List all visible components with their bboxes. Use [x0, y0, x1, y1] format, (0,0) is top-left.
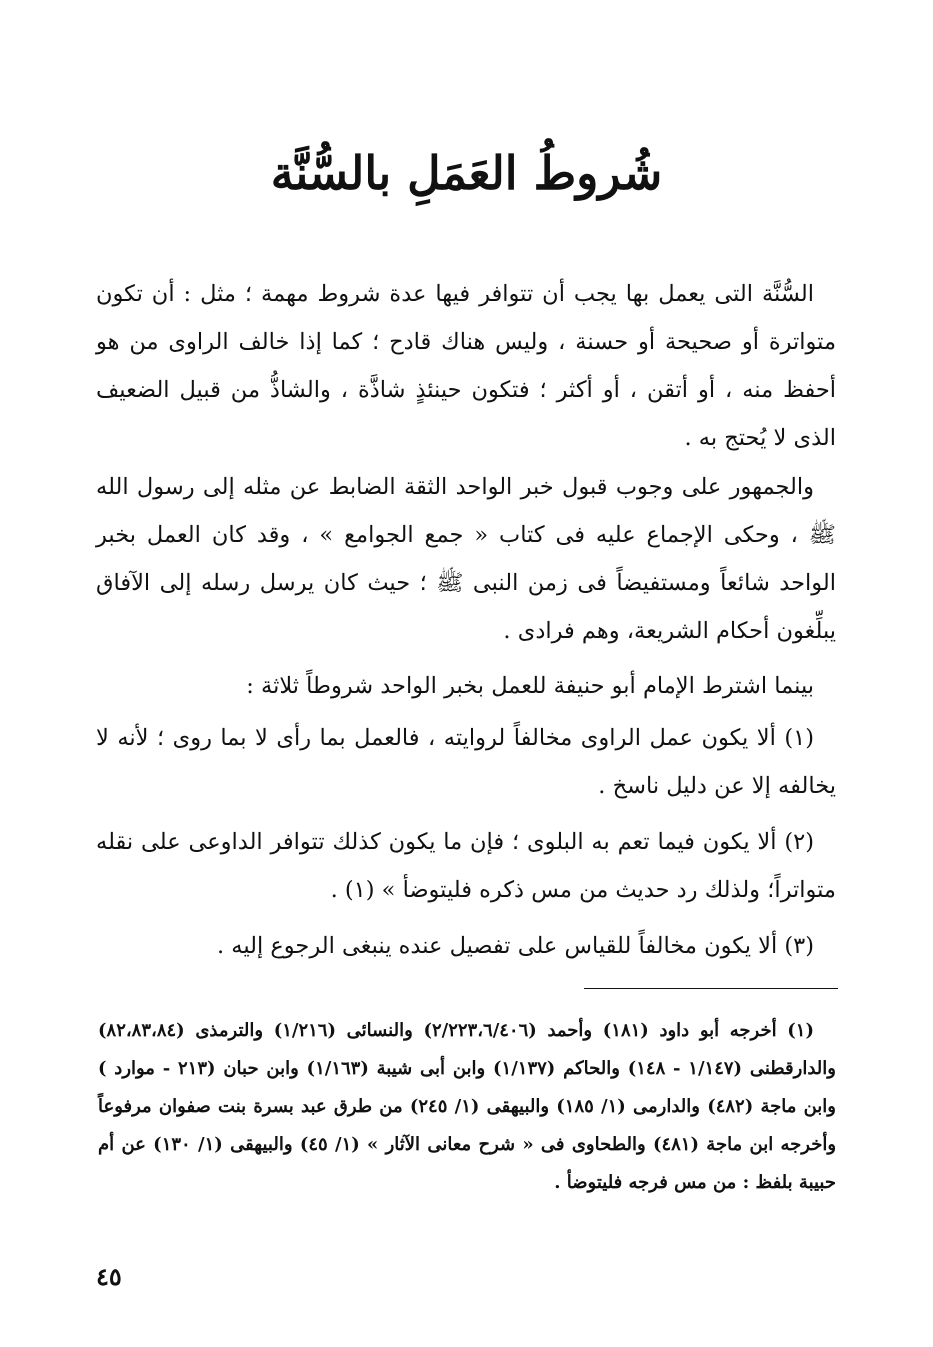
page-number: ٤٥: [96, 1262, 122, 1291]
footnote-divider: [584, 988, 838, 989]
footnote: (١) أخرجه أبو داود (١٨١) وأحمد (٢/٢٢٣،٦/٤٠٦) والنسائى (١/٢١٦) والترمذى (٨٢،٨٣،٨٤) والدارقطنى (١/١٤٧ - ١٤٨) والحاكم (١/١٣٧) وابن أبى شيبة (١/١٦٣) وابن حبان (٢١٣ - موارد ) وابن ماجة (٤٨٢) والدارمى (١/ ١٨٥) والبيهقى (١/ ٢٤٥) من طرق عبد بسرة بنت صفوان مرفوعاً وأخرجه ابن ماجة (٤٨١) والطحاوى فى « شرح معانى الآثار » (١/ ٤٥) والبيهقى (١/ ١٣٠) عن أم حبيبة بلفظ : من مس فرجه فليتوضأ .: [98, 1020, 837, 1193]
paragraph-majority-view: والجمهور على وجوب قبول خبر الواحد الثقة الضابط عن مثله إلى رسول الله ﷺ ، وحكى الإجماع عليه فى كتاب « جمع الجوامع » ، وقد كان العمل بخبر الواحد شائعاً ومستفيضاً فى زمن النبى ﷺ ؛ حيث كان يرسل رسله إلى الآفاق يبلِّغون أحكام الشريعة، وهم فرادى .: [96, 474, 836, 644]
paragraph-sunnah-conditions: السُّنَّة التى يعمل بها يجب أن تتوافر فيها عدة شروط مهمة ؛ مثل : أن تكون متواترة أو صحيحة أو حسنة ، وليس هناك قادح ؛ كما إذا خالف الراوى من هو أحفظ منه ، أو أتقن ، أو أكثر ؛ فتكون حينئذٍ شاذَّة ، والشاذُّ من قبيل الضعيف الذى لا يُحتج به .: [96, 281, 836, 451]
condition-2: (٢) ألا يكون فيما تعم به البلوى ؛ فإن ما يكون كذلك تتوافر الداوعى على نقله متواتراً؛ ولذلك رد حديث من مس ذكره فليتوضأ » (١) .: [96, 829, 836, 903]
condition-1: (١) ألا يكون عمل الراوى مخالفاً لروايته ، فالعمل بما رأى لا بما روى ؛ لأنه لا يخالفه إلا عن دليل ناسخ .: [96, 725, 836, 799]
condition-3: (٣) ألا يكون مخالفاً للقياس على تفصيل عنده ينبغى الرجوع إليه .: [216, 933, 814, 959]
page-title: شُروطُ العَمَلِ بالسُّنَّة: [270, 146, 663, 200]
paragraph-abu-hanifa-intro: بينما اشترط الإمام أبو حنيفة للعمل بخبر الواحد شروطاً ثلاثة :: [246, 673, 814, 699]
